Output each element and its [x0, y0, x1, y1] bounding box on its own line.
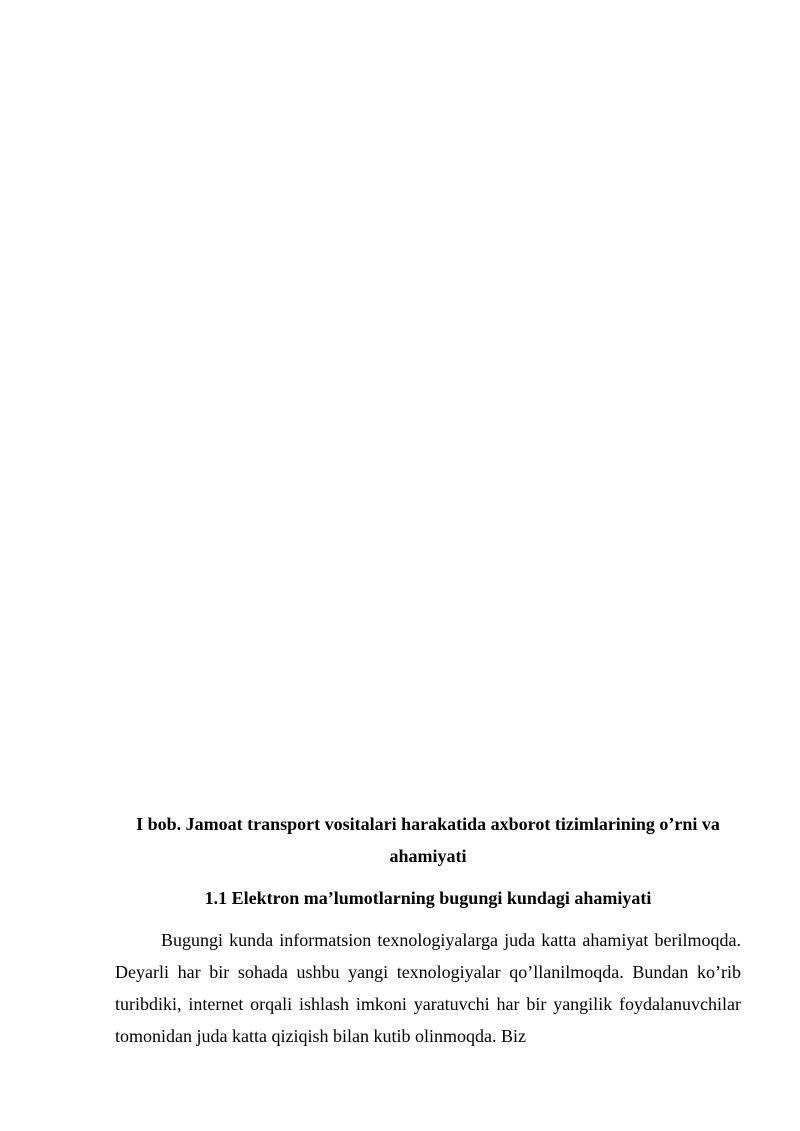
section-title: 1.1 Elektron ma’lumotlarning bugungi kundagi ahamiyati	[204, 888, 652, 908]
body-paragraph: Bugungi kunda informatsion texnologiyalarga juda katta ahamiyat berilmoqda. Deyarli har bir sohada ushbu yangi texnologiyalar qo’llanilmoqda. Bundan ko’rib turibdiki, internet orqali ishlash imkoni yaratuvchi har bir yangilik foydalanuvchilar tomonidan juda katta qiziqish bilan kutib olinmoqda. Biz	[115, 930, 741, 1046]
chapter-title: I bob. Jamoat transport vositalari harakatida axborot tizimlarining o’rni va ahamiyati	[136, 814, 720, 866]
page-content	[115, 808, 741, 1052]
